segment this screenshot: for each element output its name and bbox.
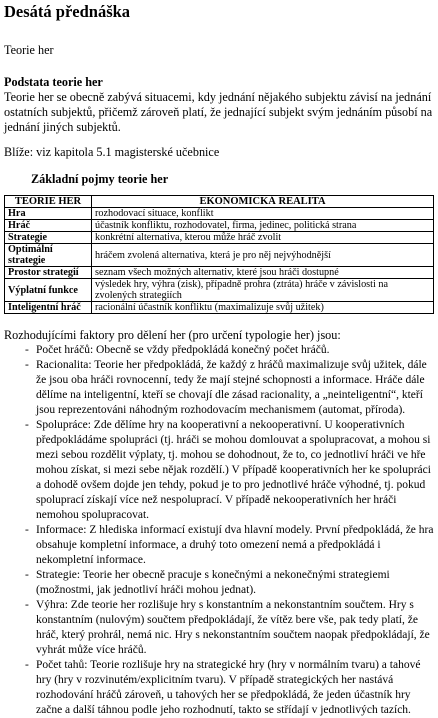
factors-list — [4, 343, 434, 718]
subtitle: Teorie her — [4, 43, 54, 57]
meaning-cell: racionální účastník konfliktu (maximalizuje svůj užitek) — [92, 302, 434, 314]
list-item: - Racionalita: Teorie her předpokládá, že každý z hráčů maximalizuje svůj užitek, dále že jsou oba hráči rovnocenní, tedy že mají stejné schopnosti a informace. Hráče dále dělíme na inteligentní, kteří se chovají dle zásad racionality, a „neinteligentní“, kteří jsou reprezentováni náhodným rozhodovacím mechanismem (automat, příroda). — [4, 358, 434, 418]
meaning-cell: hráčem zvolená alternativa, která je pro něj nejvýhodnější — [92, 244, 434, 267]
term-cell: Prostor strategií — [5, 267, 92, 279]
table-row — [5, 267, 434, 279]
table-row — [5, 220, 434, 232]
meaning-cell: účastník konfliktu, rozhodovatel, firma, jedinec, politická strana — [92, 220, 434, 232]
table-row — [5, 302, 434, 314]
table-row — [5, 208, 434, 220]
list-item: - Spolupráce: Zde dělíme hry na kooperativní a nekooperativní. U kooperativních předpokládáme spolupráci (tj. hráči se mohou domlouvat a spolupracovat, a mohou si mezi sebou rozdělit výplaty, tj. mohou se dohodnout, že to, co jednotliví hráči ve hře mohou získat, si mezi sebe nějak rozdělí.) V případě kooperativních her ke spolupráci a dohodě ovšem dojde jen tehdy, pokud je to pro jednotlivé hráče výhodné, tj. pokud spoluprací získají více než nespoluprací. V případě nekooperativních her hráči nemohou spolupracovat. — [4, 418, 434, 523]
list-item: - Strategie: Teorie her obecně pracuje s konečnými a nekonečnými strategiemi (možnostmi, jak jednotliví hráči mohou jednat). — [4, 568, 434, 598]
table-header-row — [5, 196, 434, 208]
page-title: Desátá přednáška — [4, 2, 131, 21]
section-text: Teorie her se obecně zabývá situacemi, kdy jednání nějakého subjektu závisí na jednání ostatních subjektů, přičemž zároveň platí, že jednající subjekt svým jednáním působí na jednání jiných subjektů. — [4, 90, 433, 134]
list-item: - Počet tahů: Teorie rozlišuje hry na strategické hry (hry v normálním tvaru) a tahové hry (hry v rozvinutém/explicitním tvaru). V případě strategických her nastává rozhodování hráčů zároveň, u tahových her se předpokládá, že jeden účastník hry začne a další táhnou podle jeho rozhodnutí, takto se střídají v jednotlivých tazích. — [4, 658, 434, 718]
term-cell: Inteligentní hráč — [5, 302, 92, 314]
meaning-cell: seznam všech možných alternativ, které jsou hráči dostupné — [92, 267, 434, 279]
list-item: - Informace: Z hlediska informací existují dva hlavní modely. První předpokládá, že hra obsahuje kompletní informace, a druhý toto omezení nemá a předpokládá i nekompletní informace. — [4, 523, 434, 568]
table-title: Základní pojmy teorie her — [31, 172, 169, 186]
table-row — [5, 232, 434, 244]
term-cell: Hráč — [5, 220, 92, 232]
list-item: - Výhra: Zde teorie her rozlišuje hry s konstantním a nekonstantním součtem. Hry s konstantním (nulovým) součtem předpokládají, že vítěz bere vše, pak tedy platí, že hráč, který prohrál, nemá nic. Hry s nekonstantním součtem naopak předpokládají, že vyhrát může více hráčů. — [4, 598, 434, 658]
term-cell: Výplatní funkce — [5, 279, 92, 302]
table-header-cell: TEORIE HER — [5, 196, 92, 208]
meaning-cell: konkrétní alternativa, kterou může hráč zvolit — [92, 232, 434, 244]
table-row — [5, 244, 434, 267]
term-cell: Optimální strategie — [5, 244, 92, 267]
term-cell: Strategie — [5, 232, 92, 244]
concepts-table — [4, 195, 434, 314]
factors-intro: Rozhodujícími faktory pro dělení her (pro určení typologie her) jsou: — [4, 328, 341, 342]
section-paragraph — [4, 75, 434, 135]
meaning-cell: rozhodovací situace, konflikt — [92, 208, 434, 220]
table-row — [5, 279, 434, 302]
reference-note: Blíže: viz kapitola 5.1 magisterské učebnice — [4, 145, 220, 159]
meaning-cell: výsledek hry, výhra (zisk), případně prohra (ztráta) hráče v závislosti na zvolených strategiích — [92, 279, 434, 302]
section-heading: Podstata teorie her — [4, 75, 103, 89]
table-header-cell: EKONOMICKÁ REALITA — [92, 196, 434, 208]
list-item: - Počet hráčů: Obecně se vždy předpokládá konečný počet hráčů. — [4, 343, 434, 358]
term-cell: Hra — [5, 208, 92, 220]
